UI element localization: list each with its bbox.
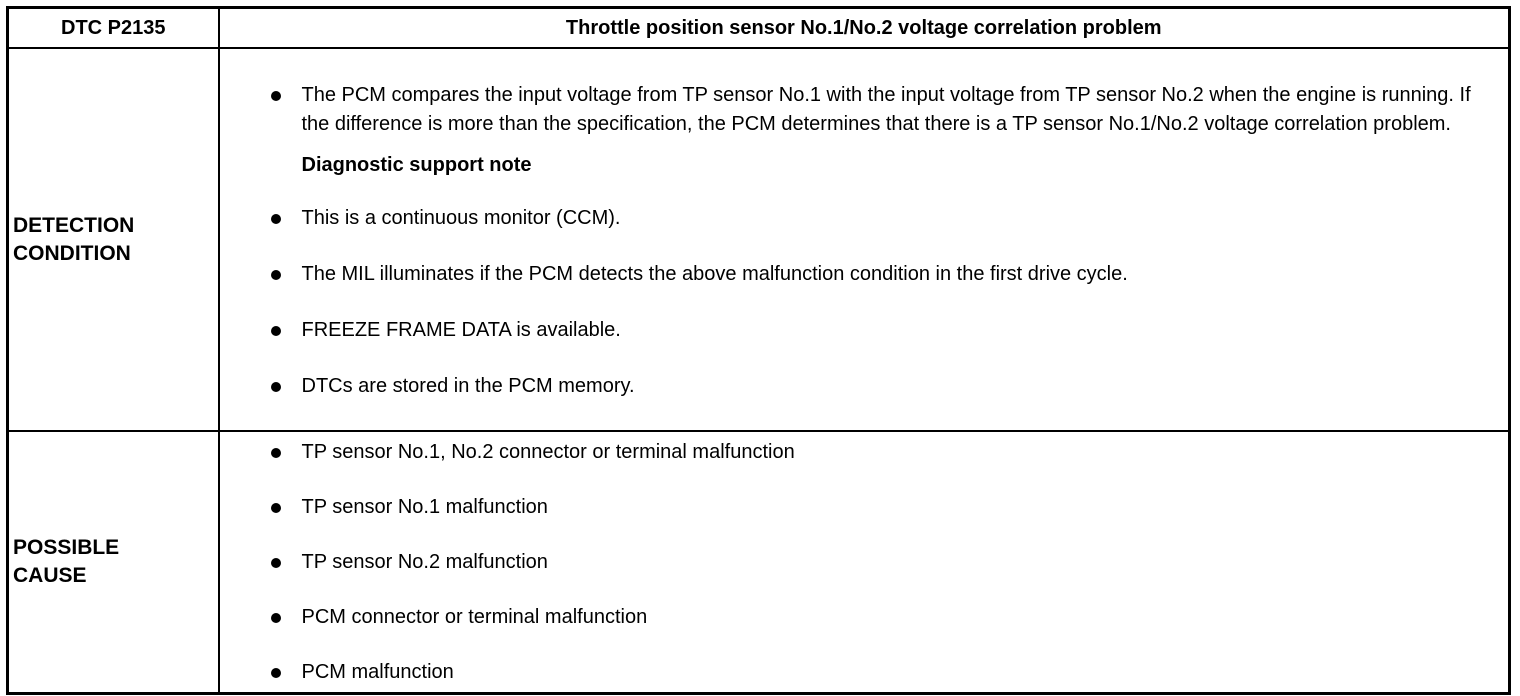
dtc-table — [6, 6, 1511, 695]
bullet-icon — [271, 270, 281, 280]
bullet-icon — [271, 613, 281, 623]
list-item: TP sensor No.2 malfunction — [220, 548, 1509, 577]
bullet-icon — [271, 382, 281, 392]
possible-cause-content — [219, 431, 1510, 693]
bullet-icon — [271, 668, 281, 678]
list-item: DTCs are stored in the PCM memory. — [220, 372, 1509, 401]
detection-condition-row — [8, 48, 1510, 431]
possible-cause-label: POSSIBLE CAUSE — [8, 431, 219, 693]
bullet-icon — [271, 503, 281, 513]
table-header-row — [8, 8, 1510, 49]
possible-cause-row — [8, 431, 1510, 693]
bullet-icon — [271, 91, 281, 101]
bullet-icon — [271, 448, 281, 458]
list-item: FREEZE FRAME DATA is available. — [220, 316, 1509, 345]
dtc-code: DTC P2135 — [8, 8, 219, 49]
list-item: TP sensor No.1 malfunction — [220, 493, 1509, 522]
dtc-title: Throttle position sensor No.1/No.2 voltage correlation problem — [219, 8, 1510, 49]
bullet-icon — [271, 558, 281, 568]
detection-description: The PCM compares the input voltage from TP sensor No.1 with the input voltage from TP sensor No.2 when the engine is running. If the difference is more than the specification, the PCM determines that there is a TP sensor No.1/No.2 voltage correlation problem. — [220, 81, 1509, 139]
diagnostic-support-note-heading: Diagnostic support note — [301, 153, 532, 176]
bullet-icon — [271, 326, 281, 336]
detection-condition-content — [219, 48, 1510, 431]
list-item: This is a continuous monitor (CCM). — [220, 204, 1509, 233]
list-item: TP sensor No.1, No.2 connector or terminal malfunction — [220, 438, 1509, 467]
list-item: The MIL illuminates if the PCM detects the above malfunction condition in the first drive cycle. — [220, 260, 1509, 289]
list-item: PCM malfunction — [220, 658, 1509, 687]
detection-condition-label: DETECTION CONDITION — [8, 48, 219, 431]
bullet-icon — [271, 214, 281, 224]
list-item: PCM connector or terminal malfunction — [220, 603, 1509, 632]
